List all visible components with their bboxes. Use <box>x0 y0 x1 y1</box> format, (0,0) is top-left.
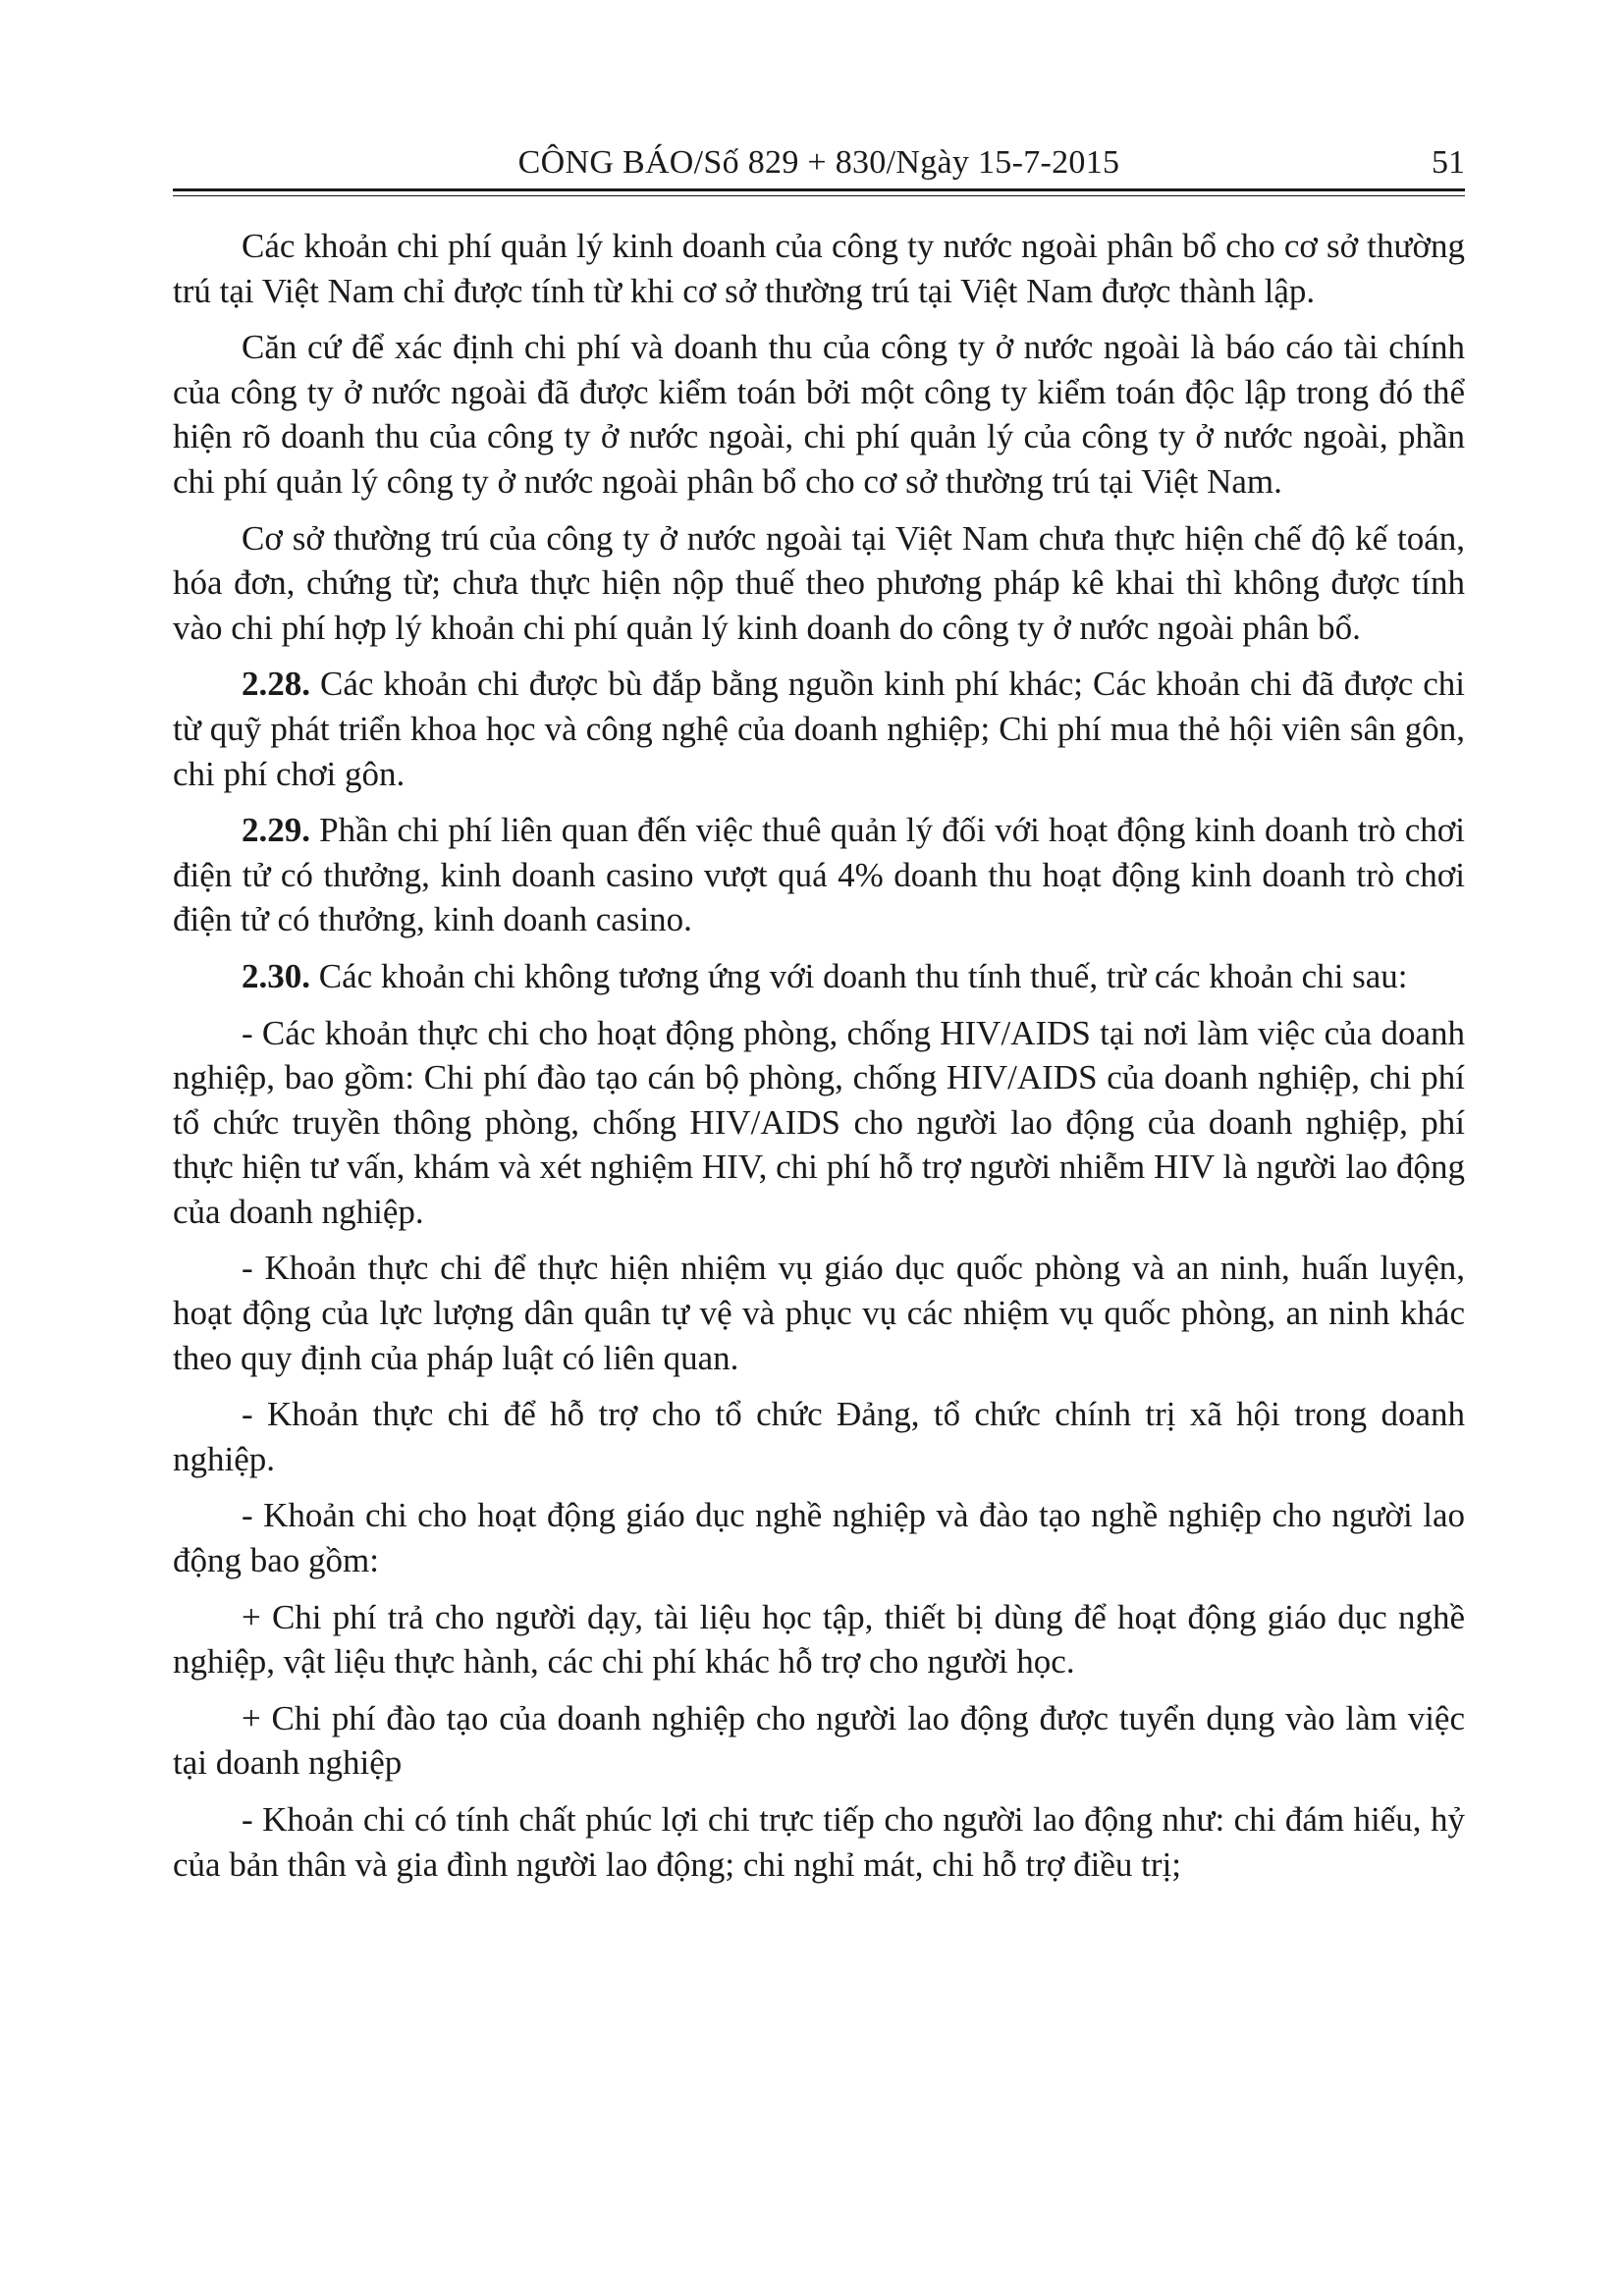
section-number: 2.29. <box>242 811 310 850</box>
paragraph <box>173 1595 1465 1684</box>
paragraph-text: - Khoản thực chi để hỗ trợ cho tổ chức Đảng, tổ chức chính trị xã hội trong doanh nghiệp. <box>173 1395 1465 1478</box>
paragraph <box>173 954 1465 999</box>
page-number: 51 <box>1432 144 1465 181</box>
paragraph <box>173 808 1465 942</box>
section-number: 2.30. <box>242 956 310 995</box>
paragraph-text: Các khoản chi được bù đắp bằng nguồn kinh phí khác; Các khoản chi đã được chi từ quỹ phát triển khoa học và công nghệ của doanh nghiệp; Chi phí mua thẻ hội viên sân gôn, chi phí chơi gôn. <box>173 665 1465 793</box>
paragraph <box>173 325 1465 504</box>
paragraph-text: + Chi phí đào tạo của doanh nghiệp cho người lao động được tuyển dụng vào làm việc tại doanh nghiệp <box>173 1698 1465 1783</box>
paragraph <box>173 1392 1465 1481</box>
paragraph-text: - Khoản chi cho hoạt động giáo dục nghề nghiệp và đào tạo nghề nghiệp cho người lao động bao gồm: <box>173 1496 1465 1580</box>
document-body <box>173 224 1465 1898</box>
paragraph <box>173 224 1465 313</box>
header-rule-thick <box>173 188 1465 191</box>
paragraph <box>173 662 1465 796</box>
paragraph-text: Cơ sở thường trú của công ty ở nước ngoài tại Việt Nam chưa thực hiện chế độ kế toán, hóa đơn, chứng từ; chưa thực hiện nộp thuế theo phương pháp kê khai thì không được tính vào chi phí hợp lý khoản chi phí quản lý kinh doanh do công ty ở nước ngoài phân bổ. <box>173 518 1465 647</box>
paragraph-text: Phần chi phí liên quan đến việc thuê quản lý đối với hoạt động kinh doanh trò chơi điện tử có thưởng, kinh doanh casino vượt quá 4% doanh thu hoạt động kinh doanh trò chơi điện tử có thưởng, kinh doanh casino. <box>173 811 1465 939</box>
section-number: 2.28. <box>242 665 310 704</box>
paragraph-text: - Khoản chi có tính chất phúc lợi chi trực tiếp cho người lao động như: chi đám hiếu, hỷ của bản thân và gia đình người lao động; chi nghỉ mát, chi hỗ trợ điều trị; <box>173 1800 1465 1884</box>
paragraph-text: Các khoản chi phí quản lý kinh doanh của công ty nước ngoài phân bổ cho cơ sở thường trú tại Việt Nam chỉ được tính từ khi cơ sở thường trú tại Việt Nam được thành lập. <box>173 227 1465 310</box>
paragraph-text: + Chi phí trả cho người dạy, tài liệu học tập, thiết bị dùng để hoạt động giáo dục nghề nghiệp, vật liệu thực hành, các chi phí khác hỗ trợ cho người học. <box>173 1597 1465 1682</box>
paragraph <box>173 1797 1465 1887</box>
paragraph-text: - Khoản thực chi để thực hiện nhiệm vụ giáo dục quốc phòng và an ninh, huấn luyện, hoạt động của lực lượng dân quân tự vệ và phục vụ các nhiệm vụ quốc phòng, an ninh khác theo quy định của pháp luật có liên quan. <box>173 1249 1465 1377</box>
paragraph-text: Các khoản chi không tương ứng với doanh thu tính thuế, trừ các khoản chi sau: <box>310 956 1408 995</box>
paragraph <box>173 1011 1465 1235</box>
paragraph <box>173 1696 1465 1786</box>
paragraph-text: Căn cứ để xác định chi phí và doanh thu của công ty ở nước ngoài là báo cáo tài chính của công ty ở nước ngoài đã được kiểm toán bởi một công ty kiểm toán độc lập trong đó thể hiện rõ doanh thu của công ty ở nước ngoài, chi phí quản lý của công ty ở nước ngoài, phần chi phí quản lý công ty ở nước ngoài phân bổ cho cơ sở thường trú tại Việt Nam. <box>173 328 1465 501</box>
paragraph <box>173 516 1465 651</box>
gazette-title: CÔNG BÁO/Số 829 + 830/Ngày 15-7-2015 <box>517 144 1120 181</box>
paragraph-text: - Các khoản thực chi cho hoạt động phòng, chống HIV/AIDS tại nơi làm việc của doanh nghiệp, bao gồm: Chi phí đào tạo cán bộ phòng, chống HIV/AIDS của doanh nghiệp, chi phí tổ chức truyền thông phòng, chống HIV/AIDS cho người lao động của doanh nghiệp, phí thực hiện tư vấn, khám và xét nghiệm HIV, chi phí hỗ trợ người nhiễm HIV là người lao động của doanh nghiệp. <box>173 1013 1465 1231</box>
page-header <box>173 143 1465 183</box>
header-rule-thin <box>173 195 1465 196</box>
paragraph <box>173 1493 1465 1582</box>
paragraph <box>173 1246 1465 1380</box>
